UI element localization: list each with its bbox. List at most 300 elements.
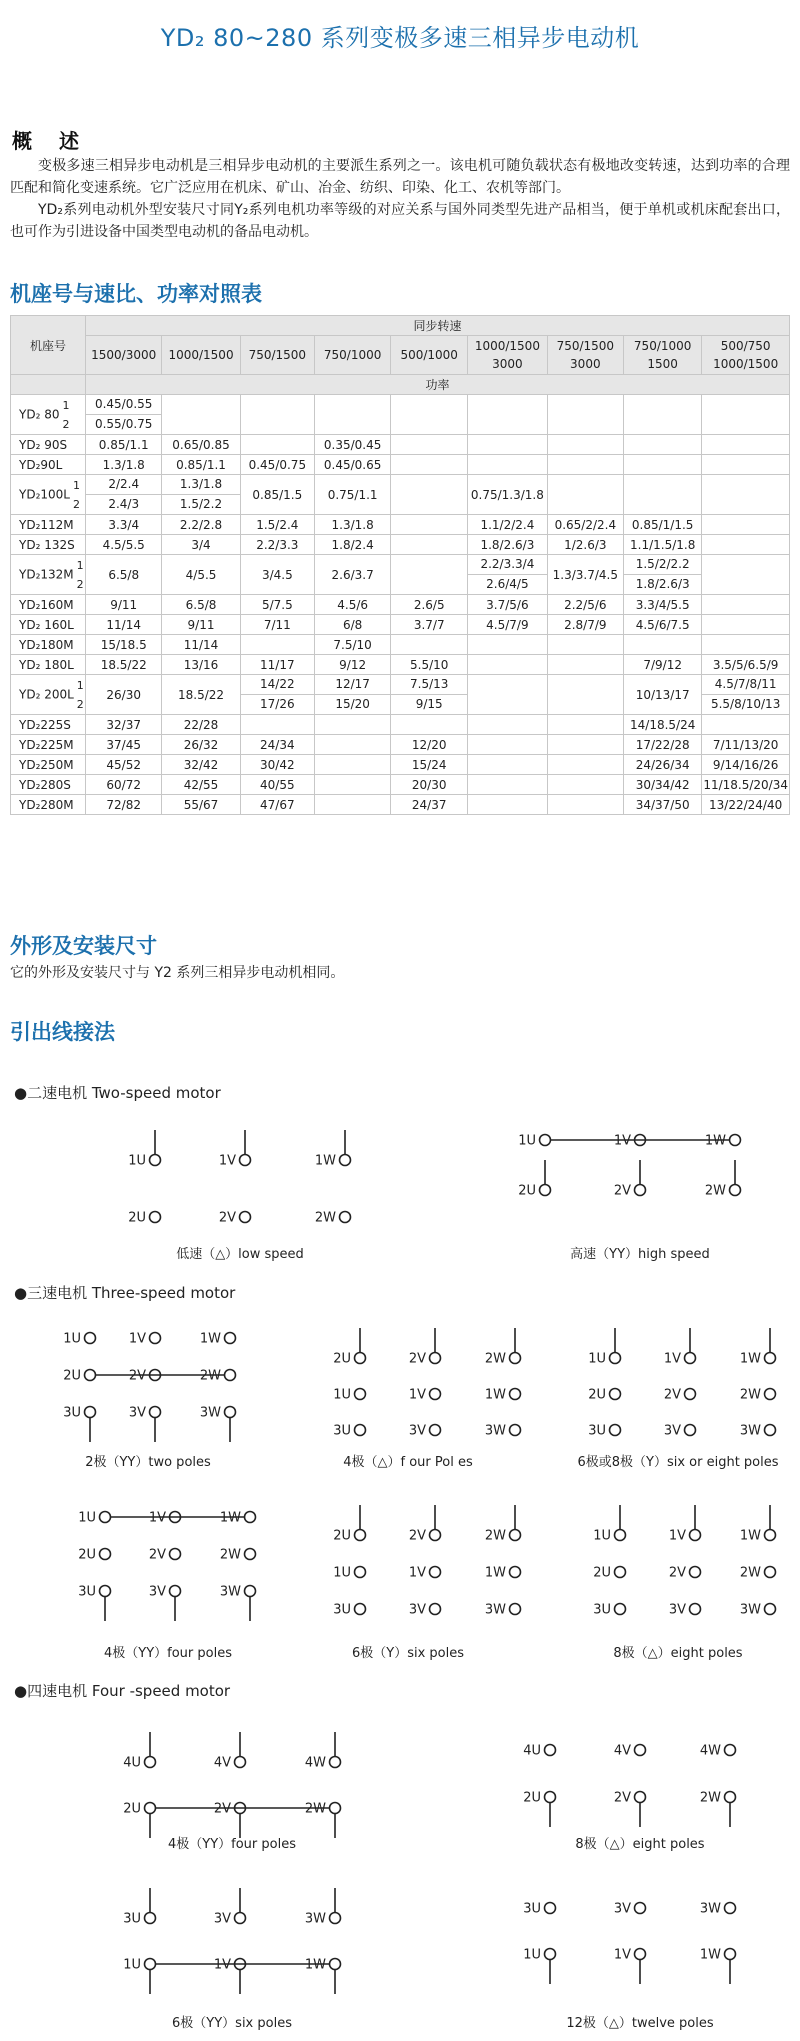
power-cell: 22/28 xyxy=(162,715,240,735)
overview-heading: 概 述 xyxy=(12,129,89,153)
terminal-label: 2U xyxy=(78,1547,96,1563)
power-cell: 7.5/10 xyxy=(315,635,391,655)
diagram-caption: 低速（△）low speed xyxy=(176,1247,304,1262)
terminal-label: 1U xyxy=(588,1351,606,1367)
terminal-circle xyxy=(85,1407,96,1418)
terminal-circle xyxy=(610,1353,621,1364)
power-cell: 24/37 xyxy=(391,795,468,815)
dims-text: 它的外形及安装尺寸与 Y2 系列三相异步电动机相同。 xyxy=(10,965,345,981)
frame-label: YD₂ 160L xyxy=(19,617,74,632)
power-cell: 17/22/28 xyxy=(624,735,702,755)
power-cell: 1/2.6/3 xyxy=(547,535,624,555)
terminal-label: 1U xyxy=(333,1387,351,1403)
frame-label: YD₂ 132S xyxy=(19,537,75,552)
frame-label: YD₂225M xyxy=(19,737,74,752)
power-cell: 3.3/4 xyxy=(85,515,161,535)
power-value: 1.3/1.8 xyxy=(162,475,239,495)
power-cell: 2.2/3.3 xyxy=(240,535,314,555)
terminal-label: 4W xyxy=(304,1755,326,1771)
terminal-label: 2U xyxy=(123,1801,141,1817)
terminal-label: 4U xyxy=(523,1743,541,1759)
terminal-circle xyxy=(545,1792,556,1803)
power-value: 14/22 xyxy=(241,675,314,695)
terminal-label: 2V xyxy=(668,1565,686,1581)
terminal-circle xyxy=(355,1389,366,1400)
terminal-circle xyxy=(240,1212,251,1223)
power-cell: 32/42 xyxy=(162,755,240,775)
speed-header-cell: 750/1500 xyxy=(240,336,314,375)
frame-label: YD₂ 200L xyxy=(19,687,74,701)
terminal-circle xyxy=(725,1745,736,1756)
terminal-label: 1W xyxy=(314,1153,336,1169)
diagram-caption: 12极（△）twelve poles xyxy=(566,2016,714,2031)
terminal-label: 2U xyxy=(333,1351,351,1367)
terminal-label: 2U xyxy=(63,1368,81,1384)
terminal-label: 1V xyxy=(408,1565,426,1581)
terminal-label: 1U xyxy=(123,1957,141,1973)
power-value: 2.4/3 xyxy=(108,497,140,511)
frame-sub-index: 2 xyxy=(72,497,80,511)
frame-label: YD₂90L xyxy=(19,457,63,472)
diagram-caption: 6极（YY）six poles xyxy=(172,2016,292,2031)
terminal-circle xyxy=(540,1185,551,1196)
terminal-label: 1U xyxy=(63,1331,81,1347)
terminal-circle xyxy=(765,1567,776,1578)
terminal-circle xyxy=(635,1185,646,1196)
terminal-circle xyxy=(150,1212,161,1223)
col-sync-speed-header: 同步转速 xyxy=(85,316,789,336)
terminal-circle xyxy=(615,1567,626,1578)
speed-header-cell: 500/1000 xyxy=(391,336,468,375)
terminal-label: 1W xyxy=(219,1510,241,1526)
power-value: 1.8/2.6/3 xyxy=(635,577,690,591)
terminal-circle xyxy=(430,1353,441,1364)
power-cell: 6/8 xyxy=(315,615,391,635)
terminal-circle xyxy=(690,1530,701,1541)
col-frame-header: 机座号 xyxy=(11,316,86,375)
terminal-label: 1V xyxy=(408,1387,426,1403)
terminal-circle xyxy=(510,1567,521,1578)
terminal-circle xyxy=(245,1512,256,1523)
terminal-circle xyxy=(240,1155,251,1166)
terminal-label: 2W xyxy=(314,1210,336,1226)
terminal-circle xyxy=(100,1549,111,1560)
terminal-label: 2U xyxy=(518,1183,536,1199)
power-cell: 4.5/6 xyxy=(315,595,391,615)
terminal-circle xyxy=(170,1586,181,1597)
terminal-circle xyxy=(330,1913,341,1924)
terminal-label: 3V xyxy=(668,1602,686,1618)
power-cell: 40/55 xyxy=(240,775,314,795)
power-cell: 15/24 xyxy=(391,755,468,775)
terminal-circle xyxy=(725,1949,736,1960)
power-cell: 3/4.5 xyxy=(240,555,314,595)
power-cell: 4.5/7/9 xyxy=(468,615,547,635)
terminal-label: 2W xyxy=(199,1368,221,1384)
power-cell: 18.5/22 xyxy=(85,655,161,675)
power-cell: 30/34/42 xyxy=(624,775,702,795)
terminal-circle xyxy=(170,1549,181,1560)
terminal-circle xyxy=(615,1604,626,1615)
terminal-label: 1W xyxy=(704,1133,726,1149)
terminal-circle xyxy=(765,1604,776,1615)
terminal-label: 2W xyxy=(739,1565,761,1581)
terminal-circle xyxy=(85,1333,96,1344)
terminal-label: 1U xyxy=(523,1947,541,1963)
frame-label: YD₂ 80 xyxy=(19,407,60,421)
terminal-circle xyxy=(235,1913,246,1924)
terminal-label: 1U xyxy=(593,1528,611,1544)
terminal-label: 3U xyxy=(123,1911,141,1927)
terminal-circle xyxy=(540,1135,551,1146)
terminal-label: 2W xyxy=(304,1801,326,1817)
terminal-label: 1W xyxy=(699,1947,721,1963)
terminal-circle xyxy=(330,1757,341,1768)
power-cell: 3/4 xyxy=(162,535,240,555)
terminal-circle xyxy=(545,1949,556,1960)
terminal-circle xyxy=(730,1135,741,1146)
power-value: 0.55/0.75 xyxy=(94,417,153,431)
power-cell: 0.85/1.5 xyxy=(240,475,314,515)
terminal-label: 1U xyxy=(128,1153,146,1169)
power-cell: 0.65/2/2.4 xyxy=(547,515,624,535)
terminal-circle xyxy=(225,1370,236,1381)
terminal-label: 1V xyxy=(668,1528,686,1544)
diagram-caption: 2极（YY）two poles xyxy=(85,1455,211,1470)
terminal-label: 2V xyxy=(148,1547,166,1563)
power-cell: 1.3/1.8 xyxy=(85,455,161,475)
power-cell: 24/26/34 xyxy=(624,755,702,775)
terminal-circle xyxy=(685,1353,696,1364)
diagram-caption: 4极（YY）four poles xyxy=(104,1646,232,1661)
power-cell: 0.45/0.75 xyxy=(240,455,314,475)
terminal-circle xyxy=(765,1389,776,1400)
power-cell: 2.6/3.7 xyxy=(315,555,391,595)
power-cell: 1.3/3.7/4.5 xyxy=(547,555,624,595)
power-value: 0.45/0.55 xyxy=(86,395,161,415)
terminal-label: 3U xyxy=(78,1584,96,1600)
terminal-label: 2V xyxy=(213,1801,231,1817)
power-cell: 0.75/1.3/1.8 xyxy=(468,475,547,515)
terminal-label: 3W xyxy=(739,1602,761,1618)
terminal-label: 2U xyxy=(333,1528,351,1544)
terminal-label: 3U xyxy=(63,1405,81,1421)
power-cell: 1.5/2.4 xyxy=(240,515,314,535)
terminal-label: 1V xyxy=(128,1331,146,1347)
terminal-label: 2V xyxy=(613,1183,631,1199)
terminal-label: 2V xyxy=(128,1368,146,1384)
frame-label: YD₂160M xyxy=(19,597,74,612)
power-cell: 26/30 xyxy=(85,675,161,715)
terminal-label: 3V xyxy=(148,1584,166,1600)
power-value: 12/17 xyxy=(315,675,390,695)
terminal-label: 1W xyxy=(739,1351,761,1367)
power-cell: 1.1/2/2.4 xyxy=(468,515,547,535)
terminal-circle xyxy=(635,1745,646,1756)
dims-heading: 外形及安装尺寸 xyxy=(10,934,157,958)
terminal-label: 3W xyxy=(739,1423,761,1439)
terminal-circle xyxy=(330,1959,341,1970)
terminal-circle xyxy=(430,1389,441,1400)
terminal-circle xyxy=(245,1549,256,1560)
terminal-circle xyxy=(510,1425,521,1436)
power-cell: 0.85/1/1.5 xyxy=(624,515,702,535)
terminal-label: 3V xyxy=(213,1911,231,1927)
terminal-label: 2V xyxy=(613,1790,631,1806)
power-cell: 26/32 xyxy=(162,735,240,755)
terminal-circle xyxy=(615,1530,626,1541)
terminal-circle xyxy=(245,1586,256,1597)
terminal-label: 1V xyxy=(613,1947,631,1963)
frame-label: YD₂112M xyxy=(19,517,74,532)
power-value: 2.2/3.3/4 xyxy=(468,555,546,575)
frame-label: YD₂280S xyxy=(19,777,71,792)
power-cell: 3.3/4/5.5 xyxy=(624,595,702,615)
power-cell: 30/42 xyxy=(240,755,314,775)
power-cell: 24/34 xyxy=(240,735,314,755)
terminal-label: 1W xyxy=(484,1565,506,1581)
power-cell: 2.2/5/6 xyxy=(547,595,624,615)
terminal-circle xyxy=(235,1757,246,1768)
power-cell: 9/11 xyxy=(85,595,161,615)
power-cell: 0.85/1.1 xyxy=(162,455,240,475)
terminal-label: 1W xyxy=(199,1331,221,1347)
terminal-circle xyxy=(340,1155,351,1166)
terminal-circle xyxy=(100,1586,111,1597)
power-cell: 0.45/0.65 xyxy=(315,455,391,475)
power-value: 17/26 xyxy=(260,697,295,711)
speed-header-cell: 750/1000 1500 xyxy=(624,336,702,375)
speed-header-cell: 1500/3000 xyxy=(85,336,161,375)
terminal-label: 4V xyxy=(613,1743,631,1759)
power-cell: 14/18.5/24 xyxy=(624,715,702,735)
power-cell: 47/67 xyxy=(240,795,314,815)
terminal-label: 4W xyxy=(699,1743,721,1759)
frame-label: YD₂ 180L xyxy=(19,657,74,672)
frame-sub-index: 2 xyxy=(62,417,70,431)
power-value: 4.5/7/8/11 xyxy=(702,675,789,695)
power-value: 2/2.4 xyxy=(86,475,161,495)
power-cell: 60/72 xyxy=(85,775,161,795)
terminal-label: 4V xyxy=(213,1755,231,1771)
power-cell: 72/82 xyxy=(85,795,161,815)
power-cell: 10/13/17 xyxy=(624,675,702,715)
terminal-label: 3V xyxy=(408,1423,426,1439)
terminal-label: 1W xyxy=(304,1957,326,1973)
motor-type-heading: ●二速电机 Two-speed motor xyxy=(14,1084,221,1102)
frame-label: YD₂180M xyxy=(19,637,74,652)
terminal-circle xyxy=(145,1803,156,1814)
terminal-circle xyxy=(510,1389,521,1400)
terminal-label: 2V xyxy=(218,1210,236,1226)
terminal-circle xyxy=(330,1803,341,1814)
terminal-circle xyxy=(150,1155,161,1166)
terminal-circle xyxy=(690,1604,701,1615)
power-cell: 9/14/16/26 xyxy=(702,755,790,775)
power-cell: 0.35/0.45 xyxy=(315,435,391,455)
terminal-label: 3W xyxy=(219,1584,241,1600)
terminal-circle xyxy=(355,1567,366,1578)
terminal-circle xyxy=(145,1913,156,1924)
power-cell: 2.2/2.8 xyxy=(162,515,240,535)
frame-sub-index: 1 xyxy=(76,558,84,572)
speed-header-cell: 1000/1500 3000 xyxy=(468,336,547,375)
power-cell: 0.65/0.85 xyxy=(162,435,240,455)
terminal-circle xyxy=(355,1425,366,1436)
table-heading: 机座号与速比、功率对照表 xyxy=(10,282,262,306)
power-cell: 0.75/1.1 xyxy=(315,475,391,515)
power-cell: 20/30 xyxy=(391,775,468,795)
frame-sub-index: 2 xyxy=(76,577,84,591)
terminal-circle xyxy=(725,1792,736,1803)
terminal-label: 2W xyxy=(219,1547,241,1563)
terminal-label: 2U xyxy=(593,1565,611,1581)
terminal-circle xyxy=(150,1407,161,1418)
diagram-caption: 4极（△）f our Pol es xyxy=(343,1455,473,1470)
terminal-circle xyxy=(545,1903,556,1914)
terminal-label: 2V xyxy=(663,1387,681,1403)
terminal-circle xyxy=(355,1530,366,1541)
terminal-circle xyxy=(430,1530,441,1541)
frame-sub-index: 1 xyxy=(62,398,70,412)
power-cell: 3.5/5/6.5/9 xyxy=(702,655,790,675)
terminal-label: 2U xyxy=(128,1210,146,1226)
power-value: 2.6/4/5 xyxy=(486,577,529,591)
terminal-circle xyxy=(610,1425,621,1436)
terminal-label: 3W xyxy=(304,1911,326,1927)
terminal-label: 3U xyxy=(588,1423,606,1439)
terminal-label: 2V xyxy=(408,1528,426,1544)
overview-paragraph-1: 变极多速三相异步电动机是三相异步电动机的主要派生系列之一。该电机可随负载状态有极地改变转速，达到功率的合理匹配和简化变速系统。它广泛应用在机床、矿山、冶金、纺织、印染、化工、农机等部门。 xyxy=(10,158,790,196)
diagram-caption: 6极（Y）six poles xyxy=(351,1646,465,1661)
speed-header-cell: 750/1000 xyxy=(315,336,391,375)
terminal-label: 2W xyxy=(739,1387,761,1403)
overview-paragraph-2: YD₂系列电动机外型安装尺寸同Y₂系列电机功率等级的对应关系与国外同类型先进产品相当，便于单机或机床配套出口，也可作为引进设备中国类型电动机的备品电动机。 xyxy=(10,202,790,240)
terminal-label: 3V xyxy=(408,1602,426,1618)
terminal-circle xyxy=(635,1792,646,1803)
frame-sub-index: 1 xyxy=(72,478,80,492)
power-value: 1.5/2.2 xyxy=(179,497,223,511)
terminal-label: 2W xyxy=(704,1183,726,1199)
terminal-label: 3V xyxy=(663,1423,681,1439)
terminal-label: 1V xyxy=(663,1351,681,1367)
page-title: YD₂ 80~280 系列变极多速三相异步电动机 xyxy=(160,24,640,52)
diagram-caption: 高速（YY）high speed xyxy=(570,1247,710,1262)
terminal-circle xyxy=(510,1353,521,1364)
terminal-label: 1V xyxy=(218,1153,236,1169)
speed-header-cell: 500/750 1000/1500 xyxy=(702,336,790,375)
motor-type-heading: ●四速电机 Four -speed motor xyxy=(14,1682,231,1700)
terminal-circle xyxy=(635,1949,646,1960)
power-value: 15/20 xyxy=(335,697,370,711)
power-cell: 18.5/22 xyxy=(162,675,240,715)
terminal-label: 3V xyxy=(128,1405,146,1421)
terminal-circle xyxy=(725,1903,736,1914)
power-cell: 13/16 xyxy=(162,655,240,675)
power-value: 7.5/13 xyxy=(391,675,467,695)
terminal-label: 2U xyxy=(588,1387,606,1403)
power-cell: 13/22/24/40 xyxy=(702,795,790,815)
power-cell: 45/52 xyxy=(85,755,161,775)
terminal-circle xyxy=(355,1353,366,1364)
power-cell: 3.7/5/6 xyxy=(468,595,547,615)
col-power-header: 功率 xyxy=(85,375,789,395)
terminal-label: 3U xyxy=(333,1602,351,1618)
terminal-circle xyxy=(430,1604,441,1615)
terminal-label: 3U xyxy=(333,1423,351,1439)
power-cell: 9/11 xyxy=(162,615,240,635)
power-cell: 2.8/7/9 xyxy=(547,615,624,635)
speed-header-cell: 1000/1500 xyxy=(162,336,240,375)
terminal-label: 2W xyxy=(699,1790,721,1806)
terminal-circle xyxy=(510,1604,521,1615)
terminal-label: 1V xyxy=(613,1133,631,1149)
terminal-circle xyxy=(690,1567,701,1578)
terminal-circle xyxy=(635,1903,646,1914)
terminal-label: 3W xyxy=(484,1423,506,1439)
power-cell: 12/20 xyxy=(391,735,468,755)
terminal-label: 3V xyxy=(613,1901,631,1917)
speed-header-cell: 750/1500 3000 xyxy=(547,336,624,375)
terminal-circle xyxy=(510,1530,521,1541)
power-cell: 1.8/2.6/3 xyxy=(468,535,547,555)
power-cell: 9/12 xyxy=(315,655,391,675)
terminal-label: 4U xyxy=(123,1755,141,1771)
terminal-label: 1V xyxy=(148,1510,166,1526)
power-cell: 6.5/8 xyxy=(162,595,240,615)
power-cell: 15/18.5 xyxy=(85,635,161,655)
terminal-label: 1U xyxy=(78,1510,96,1526)
power-cell: 11/17 xyxy=(240,655,314,675)
frame-label: YD₂ 90S xyxy=(19,437,68,452)
frame-sub-index: 2 xyxy=(76,697,84,711)
diagram-caption: 8极（△）eight poles xyxy=(613,1646,743,1661)
terminal-circle xyxy=(85,1370,96,1381)
terminal-label: 3W xyxy=(699,1901,721,1917)
power-cell: 7/11 xyxy=(240,615,314,635)
power-cell: 1.8/2.4 xyxy=(315,535,391,555)
power-cell: 3.7/7 xyxy=(391,615,468,635)
frame-label: YD₂280M xyxy=(19,797,74,812)
terminal-circle xyxy=(685,1425,696,1436)
terminal-label: 2W xyxy=(484,1528,506,1544)
power-value: 9/15 xyxy=(415,697,443,711)
motor-type-heading: ●三速电机 Three-speed motor xyxy=(14,1284,236,1302)
terminal-circle xyxy=(225,1333,236,1344)
frame-label: YD₂250M xyxy=(19,757,74,772)
power-cell: 2.6/5 xyxy=(391,595,468,615)
power-value: 1.5/2/2.2 xyxy=(624,555,701,575)
terminal-circle xyxy=(355,1604,366,1615)
power-cell: 34/37/50 xyxy=(624,795,702,815)
terminal-circle xyxy=(610,1389,621,1400)
power-cell: 32/37 xyxy=(85,715,161,735)
diagram-caption: 4极（YY）four poles xyxy=(168,1837,296,1852)
terminal-circle xyxy=(145,1959,156,1970)
terminal-label: 3U xyxy=(523,1901,541,1917)
power-cell: 11/14 xyxy=(85,615,161,635)
diagram-caption: 6极或8极（Y）six or eight poles xyxy=(577,1455,779,1470)
terminal-circle xyxy=(685,1389,696,1400)
terminal-circle xyxy=(765,1353,776,1364)
power-cell: 42/55 xyxy=(162,775,240,795)
terminal-label: 1U xyxy=(518,1133,536,1149)
power-cell: 7/11/13/20 xyxy=(702,735,790,755)
power-cell: 11/18.5/20/34 xyxy=(702,775,790,795)
terminal-label: 2W xyxy=(484,1351,506,1367)
terminal-circle xyxy=(100,1512,111,1523)
power-cell: 55/67 xyxy=(162,795,240,815)
